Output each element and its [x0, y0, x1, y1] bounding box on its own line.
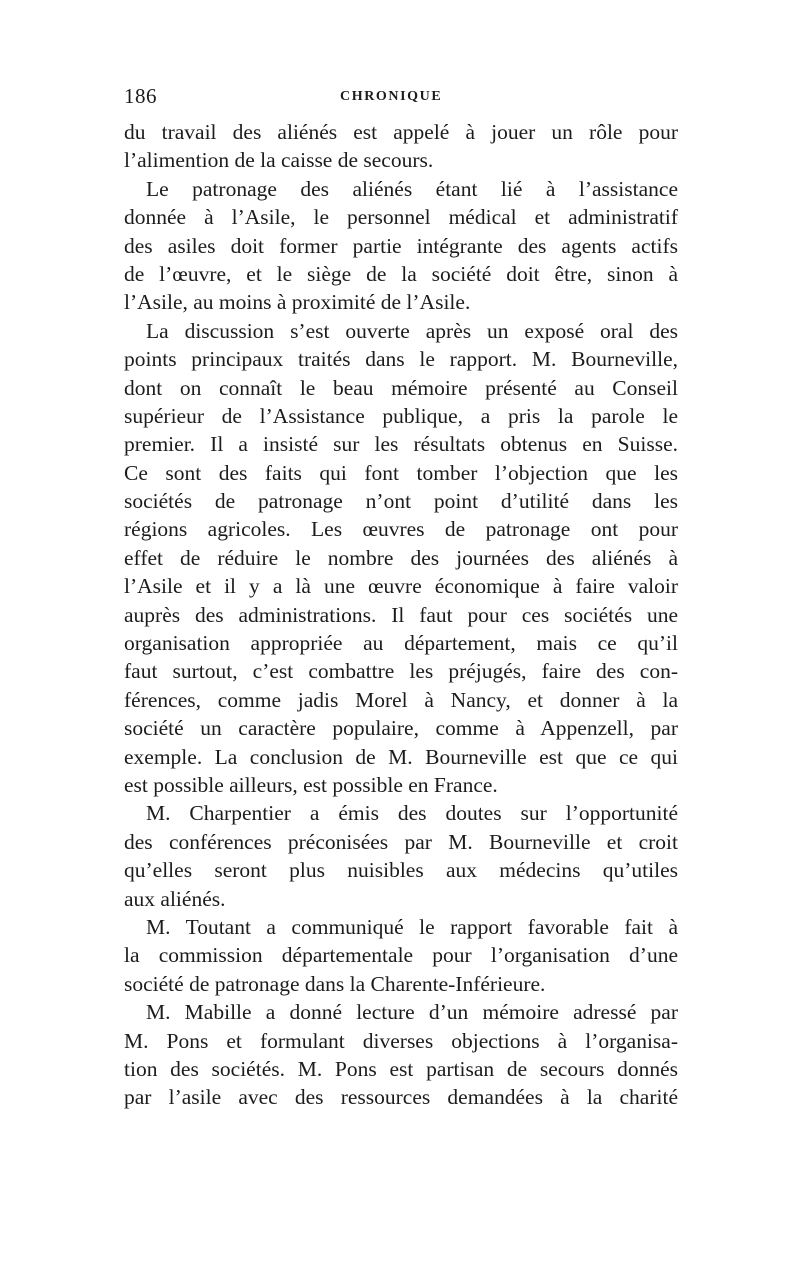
text-line: donnée à l’Asile, le personnel médical et administratif — [124, 205, 678, 230]
text-line: tion des sociétés. M. Pons est partisan de secours donnés — [124, 1056, 678, 1081]
text-line: effet de réduire le nombre des journées des aliénés à — [124, 545, 678, 570]
text-line: société un caractère populaire, comme à Appenzell, par — [124, 716, 678, 741]
text-line: faut surtout, c’est combattre les préjugés, faire des con- — [124, 659, 678, 684]
text-line: La discussion s’est ouverte après un exposé oral des — [146, 318, 678, 343]
text-line: régions agricoles. Les œuvres de patronage ont pour — [124, 517, 678, 542]
text-line: premier. Il a insisté sur les résultats obtenus en Suisse. — [124, 432, 678, 457]
text-line: organisation appropriée au département, mais ce qu’il — [124, 631, 678, 656]
text-line: la commission départementale pour l’organisation d’une — [124, 943, 678, 968]
text-line: aux aliénés. — [124, 886, 226, 911]
text-line: société de patronage dans la Charente-Inférieure. — [124, 971, 546, 996]
text-line: M. Mabille a donné lecture d’un mémoire adressé par — [146, 1000, 678, 1025]
text-line: M. Pons et formulant diverses objections à l’organisa- — [124, 1028, 678, 1053]
text-line: l’Asile, au moins à proximité de l’Asile. — [124, 290, 471, 315]
text-line: par l’asile avec des ressources demandées à la charité — [124, 1085, 678, 1110]
text-line: férences, comme jadis Morel à Nancy, et donner à la — [124, 687, 678, 712]
running-head: CHRONIQUE — [340, 89, 443, 104]
body-text — [124, 118, 678, 1112]
text-line: auprès des administrations. Il faut pour ces sociétés une — [124, 602, 678, 627]
text-line: des conférences préconisées par M. Bourneville et croit — [124, 829, 678, 854]
text-line: qu’elles seront plus nuisibles aux médecins qu’utiles — [124, 858, 678, 883]
text-line: du travail des aliénés est appelé à jouer un rôle pour — [124, 120, 678, 144]
text-line: M. Charpentier a émis des doutes sur l’opportunité — [146, 801, 678, 826]
page-number: 186 — [124, 84, 157, 108]
text-line: l’Asile et il y a là une œuvre économique à faire valoir — [124, 574, 678, 599]
text-line: supérieur de l’Assistance publique, a pris la parole le — [124, 403, 678, 428]
text-line: l’alimention de la caisse de secours. — [124, 148, 434, 173]
text-line: points principaux traités dans le rapport. M. Bourneville, — [124, 347, 678, 372]
text-line: Le patronage des aliénés étant lié à l’assistance — [146, 176, 678, 201]
text-line: des asiles doit former partie intégrante des agents actifs — [124, 233, 678, 258]
text-line: exemple. La conclusion de M. Bourneville est que ce qui — [124, 744, 678, 769]
text-line: M. Toutant a communiqué le rapport favorable fait à — [146, 914, 678, 939]
text-line: Ce sont des faits qui font tomber l’objection que les — [124, 460, 678, 485]
text-line: sociétés de patronage n’ont point d’utilité dans les — [124, 489, 678, 514]
text-line: dont on connaît le beau mémoire présenté au Conseil — [124, 375, 678, 400]
text-line: de l’œuvre, et le siège de la société doit être, sinon à — [124, 261, 678, 286]
text-line: est possible ailleurs, est possible en France. — [124, 772, 498, 797]
